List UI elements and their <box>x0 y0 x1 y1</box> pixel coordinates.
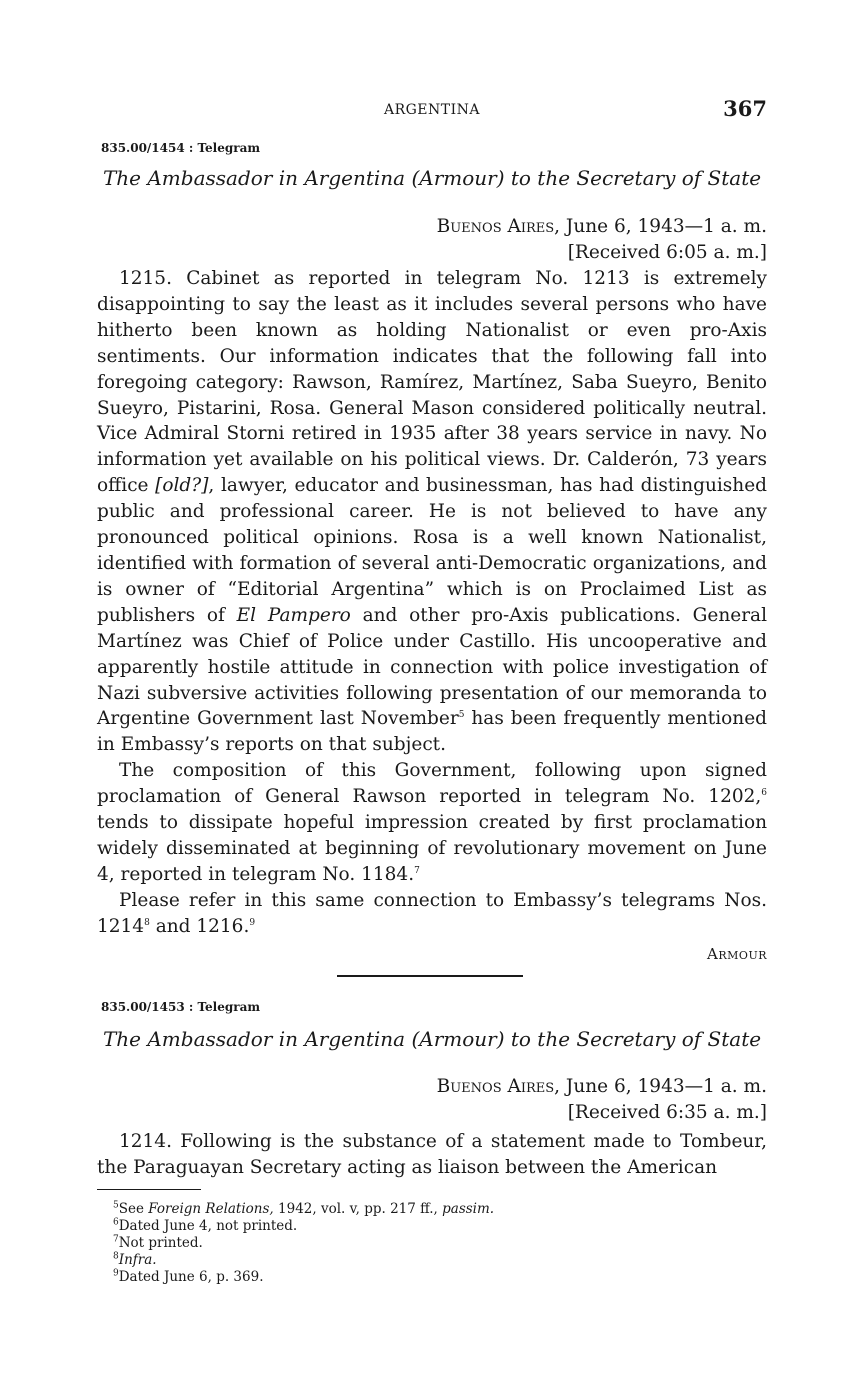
doc2-dateline-date: , June 6, 1943—1 a. m. <box>554 1076 767 1097</box>
footnote-ref-7: 7 <box>414 865 420 876</box>
page-number: 367 <box>723 96 767 121</box>
doc2-title: The Ambassador in Argentina (Armour) to the Secretary of State <box>102 1027 762 1051</box>
doc1-title: The Ambassador in Argentina (Armour) to the Secretary of State <box>102 166 762 190</box>
footnote-rule <box>97 1189 201 1190</box>
doc1-received: [Received 6:05 a. m.] <box>567 242 767 263</box>
doc1-paragraph-3: Please refer in this same connection to Embassy’s telegrams Nos. 1214$^8$ and 1216.$^9$ <box>97 889 767 937</box>
running-title: ARGENTINA <box>383 102 481 118</box>
footnote-5: $^5$See Foreign Relations, 1942, vol. v, pp. 217 ff., passim. <box>113 1200 495 1217</box>
section-divider <box>337 975 523 977</box>
doc2-dateline <box>437 1074 767 1126</box>
footnote-9: $^9$Dated June 6, p. 369. <box>113 1268 264 1285</box>
doc1-paragraph-2: The composition of this Government, following upon signed proclamation of General Rawson reported in telegram No. 1202,$^6$ tends to dissipate hopeful impression created by first proclamation widely disseminated at beginning of revolutionary movement on June 4, reported in telegram No. 1184.$^7$ <box>97 760 767 885</box>
footnote-ref-8: 8 <box>144 917 150 928</box>
footnote-6: $^6$Dated June 4, not printed. <box>113 1217 298 1234</box>
doc2-body <box>97 1129 767 1181</box>
doc1-dateline <box>437 214 767 266</box>
doc2-paragraph-1: 1214. Following is the substance of a statement made to Tombeur, the Paraguayan Secretary acting as liaison between the American <box>97 1131 767 1178</box>
doc1-dateline-date: , June 6, 1943—1 a. m. <box>554 216 767 237</box>
footnotes <box>113 1201 494 1286</box>
doc1-paragraph-1: 1215. Cabinet as reported in telegram No. 1213 is extremely disappointing to say the least as it includes several persons who have hitherto been known as holding Nationalist or even pro-Axis sentiments. Our information indicates that the following fall into foregoing category: Rawson, Ramírez, Martínez, Saba Sueyro, Benito Sueyro, Pistarini, Rosa. General Mason considered politically neutral. Vice Admiral Storni retired in 1935 after 38 years service in navy. No information yet available on his political views. Dr. Calderón, 73 years office [old?], lawyer, educator and businessman, has had distinguished public and professional career. He is not believed to have any pronounced political opinions. Rosa is a well known Nationalist, identified with formation of several anti-Democratic organizations, and is owner of “Editorial Argentina” which is on Proclaimed List as publishers of El Pampero and other pro-Axis publications. General Martínez was Chief of Police under Castillo. His uncooperative and apparently hostile attitude in connection with police investigation of Nazi subversive activities following presentation of our memoranda to Argentine Government last November$^5$ has been frequently mentioned in Embassy’s reports on that subject. <box>97 268 767 756</box>
publication-title: El Pampero <box>236 604 351 626</box>
running-head <box>97 96 767 124</box>
footnote-ref-5: 5 <box>458 710 465 721</box>
doc1-file-ref: 835.00/1454 : Telegram <box>101 141 261 155</box>
doc2-file-ref: 835.00/1453 : Telegram <box>101 1000 261 1014</box>
footnote-ref-6: 6 <box>761 787 767 798</box>
doc2-received: [Received 6:35 a. m.] <box>567 1102 767 1123</box>
doc1-signature: Armour <box>707 945 767 963</box>
editorial-insert: [old?] <box>155 475 209 497</box>
footnote-8: $^8$Infra. <box>113 1251 157 1268</box>
doc1-body <box>97 266 767 940</box>
footnote-7: $^7$Not printed. <box>113 1234 203 1251</box>
footnote-ref-9: 9 <box>249 917 256 928</box>
doc1-dateline-place: Buenos Aires <box>436 216 555 237</box>
doc2-dateline-place: Buenos Aires <box>436 1076 555 1097</box>
